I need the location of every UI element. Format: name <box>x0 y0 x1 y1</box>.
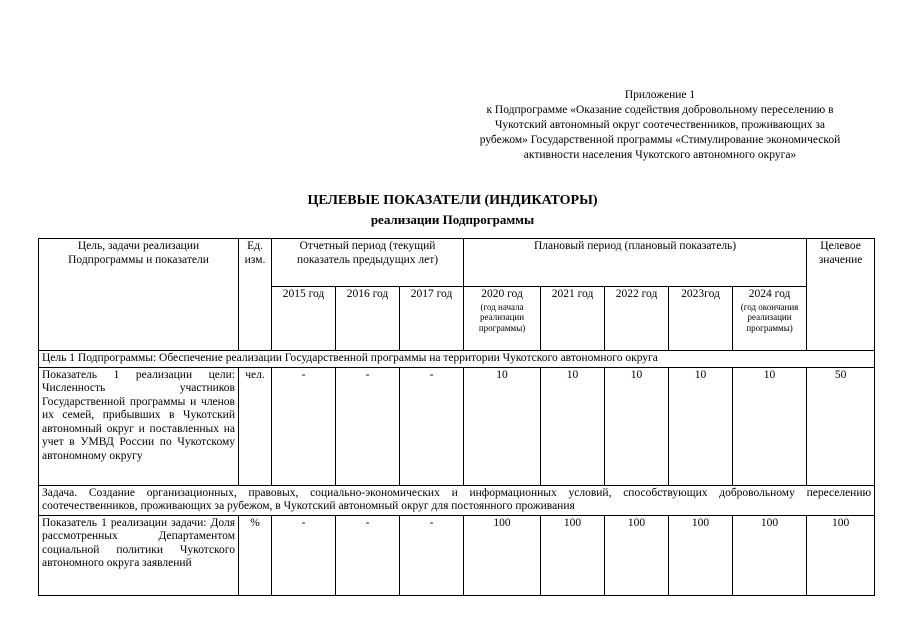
indicator-text: Показатель 1 реализации задачи: Доля рассмотренных Департаментом социальной политики Чукотского автономного округа заявлений <box>39 515 239 595</box>
appendix-header <box>446 88 874 163</box>
goal-row <box>39 351 875 368</box>
value-2015: - <box>272 515 336 595</box>
header-row <box>39 239 875 287</box>
header-year-2016: 2016 год <box>336 287 400 351</box>
indicator-row <box>39 367 875 485</box>
value-2021: 100 <box>541 515 605 595</box>
value-2017: - <box>400 515 464 595</box>
header-year-2022: 2022 год <box>605 287 669 351</box>
appendix-line: Приложение 1 <box>624 89 696 101</box>
task-text: Задача. Создание организационных, правовых, социально-экономических и информационных условий, способствующих добровольному переселению соотечественников, проживающих за рубежом, в Чукотский автономный округ для постоянного проживания <box>39 485 875 515</box>
indicator-unit: чел. <box>239 367 272 485</box>
value-target: 50 <box>807 367 875 485</box>
appendix-line: к Подпрограмме «Оказание содействия добровольному переселению в <box>486 104 834 116</box>
value-2020: 100 <box>464 515 541 595</box>
header-year-2021: 2021 год <box>541 287 605 351</box>
appendix-line: активности населения Чукотского автономного округа» <box>523 149 797 161</box>
header-year-2023: 2023год <box>669 287 733 351</box>
year-2020-label: 2020 год <box>481 288 523 300</box>
value-2017: - <box>400 367 464 485</box>
goal-text: Цель 1 Подпрограммы: Обеспечение реализации Государственной программы на территории Чукотского автономного округа <box>39 351 875 368</box>
header-report-period: Отчетный период (текущий показатель предыдущих лет) <box>272 239 464 287</box>
value-2015: - <box>272 367 336 485</box>
task-row <box>39 485 875 515</box>
value-2023: 10 <box>669 367 733 485</box>
value-2023: 100 <box>669 515 733 595</box>
value-2016: - <box>336 367 400 485</box>
value-2016: - <box>336 515 400 595</box>
appendix-line: Чукотский автономный округ соотечественников, проживающих за <box>494 119 826 131</box>
appendix-line: рубежом» Государственной программы «Стимулирование экономической <box>479 134 841 146</box>
year-2020-note: (год начала реализации программы) <box>478 301 526 333</box>
value-2022: 10 <box>605 367 669 485</box>
value-2024: 10 <box>733 367 807 485</box>
indicator-row <box>39 515 875 595</box>
header-goal: Цель, задачи реализации Подпрограммы и показатели <box>39 239 239 351</box>
year-2024-label: 2024 год <box>748 288 791 300</box>
page-title: ЦЕЛЕВЫЕ ПОКАЗАТЕЛИ (ИНДИКАТОРЫ) <box>307 193 598 208</box>
indicators-table <box>38 238 875 596</box>
header-target: Целевое значение <box>807 239 875 351</box>
header-unit: Ед. изм. <box>239 239 272 351</box>
header-year-2020 <box>464 287 541 351</box>
value-2024: 100 <box>733 515 807 595</box>
year-2024-note: (год окончания реализации программы) <box>740 301 799 333</box>
indicator-text: Показатель 1 реализации цели: Численность участников Государственной программы и членов их семей, прибывших в Чукотский автономный округ и поставленных на учет в УМВД России по Чукотскому автономному округу <box>39 367 239 485</box>
value-2020: 10 <box>464 367 541 485</box>
value-2022: 100 <box>605 515 669 595</box>
header-plan-period: Плановый период (плановый показатель) <box>464 239 807 287</box>
header-year-2017: 2017 год <box>400 287 464 351</box>
header-year-2024 <box>733 287 807 351</box>
value-2021: 10 <box>541 367 605 485</box>
value-target: 100 <box>807 515 875 595</box>
header-year-2015: 2015 год <box>272 287 336 351</box>
page-subtitle: реализации Подпрограммы <box>370 212 535 227</box>
indicator-unit: % <box>239 515 272 595</box>
